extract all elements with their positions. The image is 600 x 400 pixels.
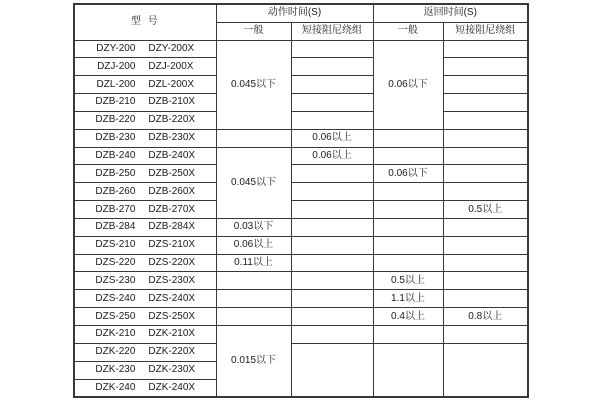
model-name-a: DZB-210 — [95, 96, 136, 108]
model-name-b: DZK-230X — [148, 364, 196, 376]
model-cell — [74, 218, 216, 236]
return-general-cell: 0.4以上 — [373, 308, 443, 326]
return-general-cell — [373, 254, 443, 272]
model-cell — [74, 326, 216, 344]
table-row — [74, 40, 528, 58]
return-general-cell: 0.06以下 — [373, 40, 443, 129]
model-column-header: 型 号 — [74, 4, 216, 40]
table-row — [74, 111, 528, 129]
model-cell — [74, 183, 216, 201]
model-name-b: DZB-220X — [148, 114, 196, 126]
model-name-b: DZB-240X — [148, 149, 196, 161]
action-damped-cell — [291, 58, 373, 76]
model-name-a: DZK-220 — [95, 346, 136, 358]
model-name-a: DZK-230 — [95, 364, 136, 376]
action-damped-cell: 0.06以上 — [291, 147, 373, 165]
table-row — [74, 165, 528, 183]
model-name-b: DZY-200X — [148, 42, 195, 54]
action-damped-cell — [291, 308, 373, 326]
return-damped-cell — [443, 147, 528, 165]
return-general-cell — [373, 343, 443, 397]
model-name-b: DZS-250X — [148, 310, 196, 322]
model-name-b: DZJ-200X — [148, 60, 194, 72]
model-cell — [74, 58, 216, 76]
model-cell — [74, 290, 216, 308]
model-cell — [74, 129, 216, 147]
action-damped-cell — [291, 183, 373, 201]
model-name-b: DZB-230X — [148, 132, 196, 144]
table-row — [74, 272, 528, 290]
model-cell — [74, 147, 216, 165]
model-cell — [74, 94, 216, 112]
model-name-a: DZB-284 — [95, 221, 136, 233]
model-cell — [74, 201, 216, 219]
model-name-b: DZB-210X — [148, 96, 196, 108]
return-damped-cell — [443, 165, 528, 183]
model-name-a: DZS-250 — [95, 310, 136, 322]
model-cell — [74, 343, 216, 361]
table-row — [74, 147, 528, 165]
model-name-b: DZB-260X — [148, 185, 196, 197]
model-name-a: DZL-200 — [96, 78, 136, 90]
table-row — [74, 76, 528, 94]
table-row — [74, 236, 528, 254]
return-damped-cell — [443, 343, 528, 397]
table-row — [74, 218, 528, 236]
action-general-cell — [216, 129, 291, 147]
return-damped-cell — [443, 183, 528, 201]
return-general-cell: 1.1以上 — [373, 290, 443, 308]
return-general-cell: 0.5以上 — [373, 272, 443, 290]
model-name-a: DZB-260 — [95, 185, 136, 197]
return-general-cell — [373, 129, 443, 147]
model-cell — [74, 111, 216, 129]
model-cell — [74, 236, 216, 254]
table-row — [74, 290, 528, 308]
model-cell — [74, 361, 216, 379]
model-name-b: DZS-210X — [148, 239, 196, 251]
model-name-a: DZS-240 — [95, 292, 136, 304]
return-damped-cell: 0.8以上 — [443, 308, 528, 326]
action-general-cell: 0.11以上 — [216, 254, 291, 272]
action-damped-cell — [291, 272, 373, 290]
action-damped-cell — [291, 218, 373, 236]
model-name-b: DZS-220X — [148, 257, 196, 269]
model-name-a: DZK-240 — [95, 381, 136, 393]
action-general-cell: 0.045以下 — [216, 40, 291, 129]
model-name-b: DZS-230X — [148, 274, 196, 286]
model-cell — [74, 308, 216, 326]
action-damped-cell — [291, 254, 373, 272]
model-name-b: DZL-200X — [148, 78, 194, 90]
return-damped-cell — [443, 58, 528, 76]
table-row — [74, 183, 528, 201]
return-damped-cell — [443, 272, 528, 290]
return-damped-cell — [443, 129, 528, 147]
action-damped-cell — [291, 201, 373, 219]
model-name-a: DZY-200 — [96, 42, 136, 54]
return-general-cell — [373, 236, 443, 254]
model-name-a: DZJ-200 — [97, 60, 136, 72]
return-general-cell — [373, 147, 443, 165]
model-name-a: DZB-240 — [95, 149, 136, 161]
model-name-b: DZB-284X — [148, 221, 196, 233]
return-damped-cell — [443, 94, 528, 112]
table-row — [74, 94, 528, 112]
return-damped-cell — [443, 111, 528, 129]
action-damped-cell — [291, 290, 373, 308]
action-general-cell: 0.015以下 — [216, 326, 291, 397]
table-row — [74, 129, 528, 147]
action-damped-cell — [291, 111, 373, 129]
action-damped-cell — [291, 76, 373, 94]
return-damped-header: 短接阻尼绕组 — [443, 22, 528, 40]
return-damped-cell — [443, 236, 528, 254]
model-name-a: DZK-210 — [95, 328, 136, 340]
return-general-cell: 0.06以下 — [373, 165, 443, 183]
model-name-b: DZS-240X — [148, 292, 196, 304]
return-damped-cell — [443, 326, 528, 344]
return-damped-cell — [443, 218, 528, 236]
model-cell — [74, 272, 216, 290]
model-name-a: DZB-230 — [95, 132, 136, 144]
model-cell — [74, 379, 216, 397]
model-name-a: DZS-220 — [95, 257, 136, 269]
return-general-cell — [373, 218, 443, 236]
header-row-1 — [74, 4, 528, 22]
action-general-cell: 0.03以下 — [216, 218, 291, 236]
model-cell — [74, 254, 216, 272]
model-name-a: DZB-270 — [95, 203, 136, 215]
model-cell — [74, 40, 216, 58]
model-name-b: DZK-240X — [148, 381, 196, 393]
return-damped-cell: 0.5以上 — [443, 201, 528, 219]
action-damped-header: 短接阻尼绕组 — [291, 22, 373, 40]
table-row — [74, 326, 528, 344]
action-damped-cell — [291, 343, 373, 397]
return-general-cell — [373, 326, 443, 344]
return-damped-cell — [443, 290, 528, 308]
model-name-a: DZB-220 — [95, 114, 136, 126]
table-row — [74, 201, 528, 219]
action-damped-cell — [291, 40, 373, 58]
return-general-header: 一般 — [373, 22, 443, 40]
model-name-a: DZB-250 — [95, 167, 136, 179]
spec-table — [73, 3, 529, 398]
action-damped-cell: 0.06以上 — [291, 129, 373, 147]
action-general-header: 一般 — [216, 22, 291, 40]
model-cell — [74, 165, 216, 183]
action-general-cell — [216, 308, 291, 326]
action-general-cell: 0.045以下 — [216, 147, 291, 218]
return-general-cell — [373, 201, 443, 219]
action-damped-cell — [291, 165, 373, 183]
action-general-cell — [216, 272, 291, 290]
table-row — [74, 308, 528, 326]
model-name-b: DZK-220X — [148, 346, 196, 358]
model-name-a: DZS-210 — [95, 239, 136, 251]
return-damped-cell — [443, 254, 528, 272]
table-row — [74, 58, 528, 76]
action-damped-cell — [291, 326, 373, 344]
model-cell — [74, 76, 216, 94]
action-time-header: 动作时间(S) — [216, 4, 373, 22]
action-damped-cell — [291, 236, 373, 254]
action-general-cell: 0.06以上 — [216, 236, 291, 254]
action-general-cell — [216, 290, 291, 308]
table-row — [74, 254, 528, 272]
return-general-cell — [373, 183, 443, 201]
action-damped-cell — [291, 94, 373, 112]
return-time-header: 返回时间(S) — [373, 4, 528, 22]
model-name-b: DZB-250X — [148, 167, 196, 179]
model-name-b: DZK-210X — [148, 328, 196, 340]
return-damped-cell — [443, 76, 528, 94]
return-damped-cell — [443, 40, 528, 58]
model-name-b: DZB-270X — [148, 203, 196, 215]
model-name-a: DZS-230 — [95, 274, 136, 286]
table-row — [74, 343, 528, 361]
